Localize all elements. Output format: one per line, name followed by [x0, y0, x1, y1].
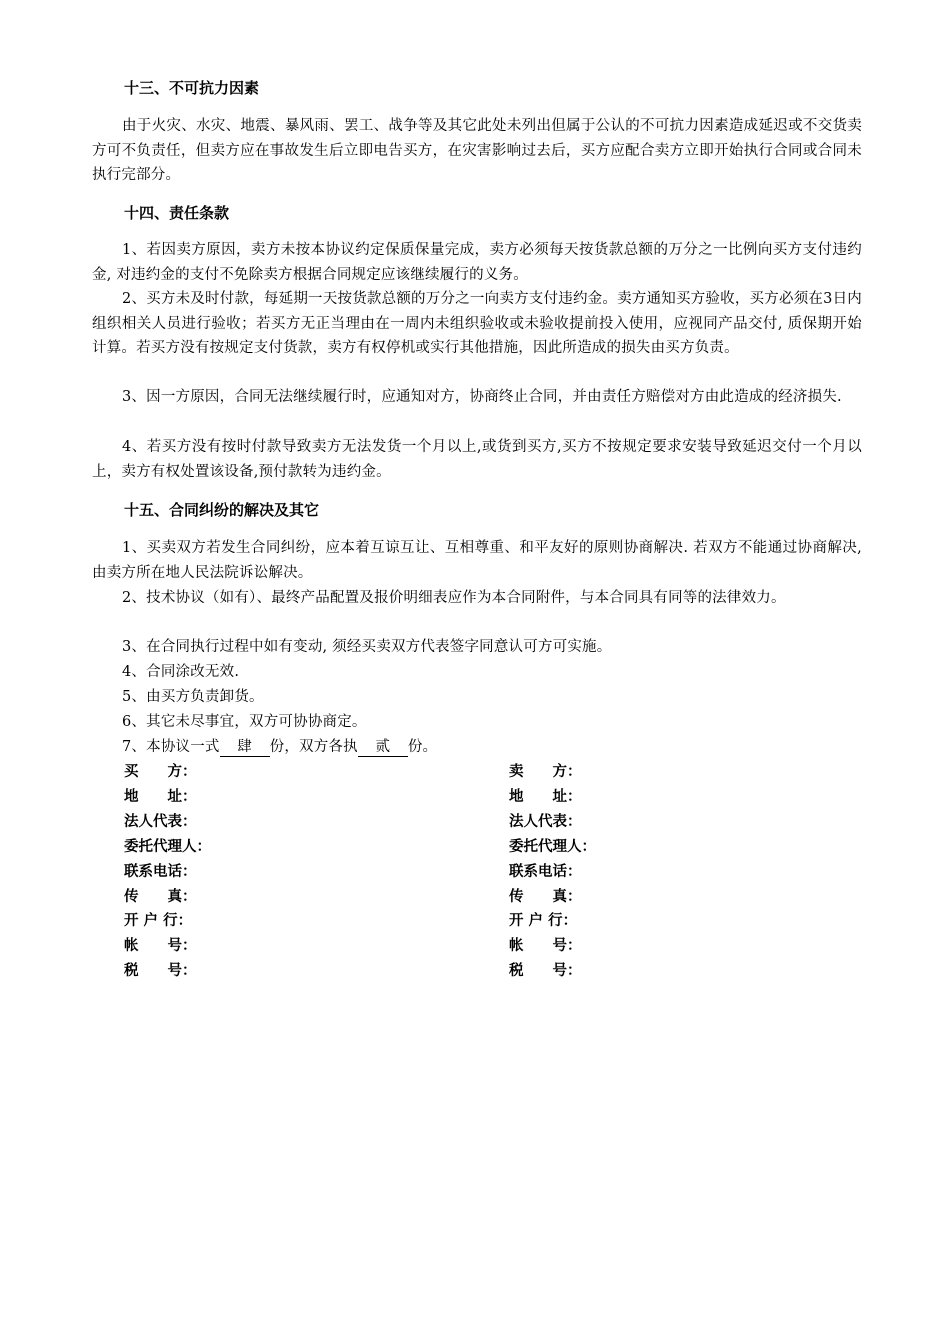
dispute-item-7 — [122, 737, 437, 757]
seller-tax-id-label: 税 号： — [509, 963, 582, 979]
copies-total-value: 肆 — [220, 738, 270, 757]
seller-account-label: 帐 号： — [509, 938, 582, 954]
buyer-name-label: 买 方： — [124, 764, 197, 780]
buyer-legal-rep-label: 法人代表： — [124, 814, 197, 830]
seller-fax-label: 传 真： — [509, 889, 582, 905]
buyer-phone-label: 联系电话： — [124, 864, 197, 880]
seller-name-label: 卖 方： — [509, 764, 582, 780]
copies-middle: 份，双方各执 — [269, 739, 358, 755]
buyer-account-label: 帐 号： — [124, 938, 197, 954]
copies-prefix: 7、本协议一式 — [122, 739, 220, 755]
seller-agent-label: 委托代理人： — [509, 839, 596, 855]
copies-each-value: 贰 — [358, 738, 408, 757]
buyer-fax-label: 传 真： — [124, 889, 197, 905]
section-15-heading: 十五、合同纠纷的解决及其它 — [124, 501, 320, 519]
dispute-item-6: 6、其它未尽事宜，双方可协协商定。 — [122, 714, 367, 730]
dispute-item-4: 4、合同涂改无效. — [122, 664, 240, 680]
force-majeure-paragraph: 由于火灾、水灾、地震、暴风雨、罢工、战争等及其它此处未列出但属于公认的不可抗力因素造成延迟或不交货卖方可不负责任，但卖方应在事故发生后立即电告买方，在灾害影响过去后，买方应配合卖方立即开始执行合同或合同未执行完部分。 — [92, 118, 862, 184]
section-14-heading: 十四、责任条款 — [124, 204, 230, 222]
buyer-address-label: 地 址： — [124, 789, 197, 805]
buyer-bank-label: 开 户 行： — [124, 913, 193, 929]
dispute-item-2: 2、技术协议（如有）、最终产品配置及报价明细表应作为本合同附件，与本合同具有同等的法律效力。 — [122, 590, 786, 606]
dispute-item-3: 3、在合同执行过程中如有变动, 须经买卖双方代表签字同意认可方可实施。 — [122, 639, 612, 655]
buyer-tax-id-label: 税 号： — [124, 963, 197, 979]
dispute-item-1: 1、买卖双方若发生合同纠纷，应本着互谅互让、互相尊重、和平友好的原则协商解决. 若双方不能通过协商解决, 由卖方所在地人民法院诉讼解决。 — [92, 540, 862, 581]
seller-bank-label: 开 户 行： — [509, 913, 578, 929]
liability-item-4: 4、若买方没有按时付款导致卖方无法发货一个月以上,或货到买方,买方不按规定要求安装导致延迟交付一个月以上，卖方有权处置该设备,预付款转为违约金。 — [92, 439, 862, 480]
seller-address-label: 地 址： — [509, 789, 582, 805]
dispute-item-5: 5、由买方负责卸货。 — [122, 689, 264, 705]
copies-suffix: 份。 — [407, 739, 438, 755]
seller-phone-label: 联系电话： — [509, 864, 582, 880]
liability-item-1: 1、若因卖方原因，卖方未按本协议约定保质保量完成，卖方必须每天按货款总额的万分之一比例向买方支付违约金, 对违约金的支付不免除卖方根据合同规定应该继续履行的义务。 — [92, 242, 862, 283]
liability-item-2: 2、买方未及时付款，每延期一天按货款总额的万分之一向卖方支付违约金。卖方通知买方验收，买方必须在3日内组织相关人员进行验收；若买方无正当理由在一周内未组织验收或未验收提前投入使用，应视同产品交付, 质保期开始计算。若买方没有按规定支付货款，卖方有权停机或实行其他措施，因此所造成的损失由买方负责。 — [92, 291, 862, 357]
seller-legal-rep-label: 法人代表： — [509, 814, 582, 830]
section-13-heading: 十三、不可抗力因素 — [124, 79, 260, 97]
liability-item-3: 3、因一方原因，合同无法继续履行时，应通知对方，协商终止合同，并由责任方赔偿对方由此造成的经济损失. — [122, 389, 842, 405]
buyer-agent-label: 委托代理人： — [124, 839, 211, 855]
